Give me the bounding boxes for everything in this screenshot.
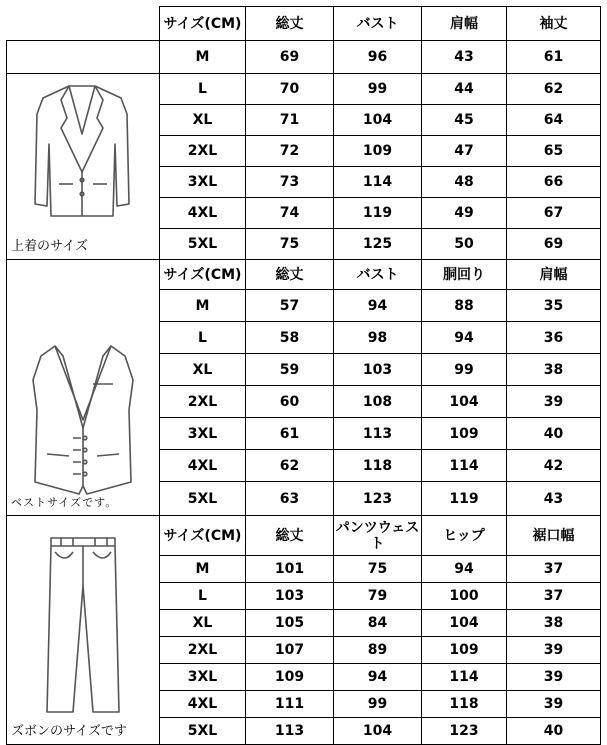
table-cell: 111 [246, 691, 334, 718]
header-cell: 裾口幅 [507, 516, 601, 556]
size-label: 3XL [160, 664, 246, 691]
header-cell: サイズ(CM) [160, 260, 246, 290]
table-cell: 96 [334, 41, 422, 74]
header-cell: バスト [334, 7, 422, 41]
table-cell: 105 [246, 610, 334, 637]
table-cell: 61 [246, 418, 334, 450]
header-cell: 肩幅 [507, 260, 601, 290]
table-cell: 59 [246, 354, 334, 386]
size-label: 2XL [160, 386, 246, 418]
size-label: 4XL [160, 450, 246, 482]
table-cell: 123 [334, 482, 422, 516]
table-cell: 35 [507, 290, 601, 322]
header-cell: 胴回り [422, 260, 507, 290]
table-cell: 88 [422, 290, 507, 322]
size-label: M [160, 290, 246, 322]
table-cell: 49 [422, 198, 507, 229]
table-cell: 103 [246, 583, 334, 610]
table-cell: 65 [507, 136, 601, 167]
table-cell: 43 [507, 482, 601, 516]
table-cell: 61 [507, 41, 601, 74]
table-cell: 39 [507, 691, 601, 718]
table-cell: 66 [507, 167, 601, 198]
table-cell: 75 [334, 556, 422, 583]
table-cell: 119 [334, 198, 422, 229]
table-cell: 113 [334, 418, 422, 450]
size-label: M [160, 556, 246, 583]
header-row [7, 260, 601, 290]
table-cell: 45 [422, 105, 507, 136]
table-cell: 70 [246, 74, 334, 105]
vest-caption: ベストサイズです。 [11, 496, 118, 509]
table-cell: 43 [422, 41, 507, 74]
jacket-caption: 上着のサイズ [11, 239, 88, 254]
size-label: 2XL [160, 136, 246, 167]
table-cell: 103 [334, 354, 422, 386]
size-label: XL [160, 105, 246, 136]
table-cell: 40 [507, 418, 601, 450]
table-cell: 75 [246, 229, 334, 260]
table-cell: 98 [334, 322, 422, 354]
table-cell: 69 [507, 229, 601, 260]
table-cell: 67 [507, 198, 601, 229]
table-cell: 94 [334, 664, 422, 691]
table-cell: 79 [334, 583, 422, 610]
size-label: 3XL [160, 167, 246, 198]
table-cell: 114 [334, 167, 422, 198]
table-cell: 113 [246, 718, 334, 745]
table-cell: 42 [507, 450, 601, 482]
table-cell: 125 [334, 229, 422, 260]
table-row [7, 74, 601, 105]
table-cell: 50 [422, 229, 507, 260]
size-label: 4XL [160, 691, 246, 718]
table-cell: 73 [246, 167, 334, 198]
table-cell: 109 [422, 418, 507, 450]
table-cell: 94 [422, 556, 507, 583]
table-cell: 74 [246, 198, 334, 229]
table-cell: 38 [507, 610, 601, 637]
table-cell: 109 [422, 637, 507, 664]
table-cell: 62 [507, 74, 601, 105]
table-cell: 99 [334, 74, 422, 105]
table-row [7, 41, 601, 74]
table-cell: 119 [422, 482, 507, 516]
table-cell: 89 [334, 637, 422, 664]
table-cell: 37 [507, 583, 601, 610]
table-cell: 104 [334, 718, 422, 745]
header-cell: パンツウェスト [334, 516, 422, 556]
header-cell: 総丈 [246, 260, 334, 290]
table-cell: 114 [422, 664, 507, 691]
size-label: L [160, 322, 246, 354]
jacket-illustration [7, 74, 160, 260]
header-cell: ヒップ [422, 516, 507, 556]
header-cell: サイズ(CM) [160, 7, 246, 41]
table-cell: 64 [507, 105, 601, 136]
table-cell: 71 [246, 105, 334, 136]
vest-illustration [7, 260, 160, 516]
size-table [6, 6, 601, 745]
table-cell: 94 [334, 290, 422, 322]
table-cell: 123 [422, 718, 507, 745]
table-cell: 109 [334, 136, 422, 167]
size-label: M [160, 41, 246, 74]
table-cell: 104 [422, 386, 507, 418]
size-label: 5XL [160, 482, 246, 516]
table-cell: 108 [334, 386, 422, 418]
table-cell: 84 [334, 610, 422, 637]
table-cell: 44 [422, 74, 507, 105]
size-label: L [160, 74, 246, 105]
table-cell: 60 [246, 386, 334, 418]
table-cell: 57 [246, 290, 334, 322]
table-cell: 104 [422, 610, 507, 637]
header-cell: 総丈 [246, 516, 334, 556]
header-cell: 袖丈 [507, 7, 601, 41]
table-cell: 101 [246, 556, 334, 583]
table-cell: 58 [246, 322, 334, 354]
size-label: 2XL [160, 637, 246, 664]
header-cell: 肩幅 [422, 7, 507, 41]
size-label: 3XL [160, 418, 246, 450]
table-cell: 99 [422, 354, 507, 386]
table-cell: 48 [422, 167, 507, 198]
table-cell: 99 [334, 691, 422, 718]
trousers-illustration [7, 516, 160, 745]
table-cell: 107 [246, 637, 334, 664]
table-cell: 39 [507, 386, 601, 418]
table-cell: 38 [507, 354, 601, 386]
table-cell: 118 [334, 450, 422, 482]
table-cell: 40 [507, 718, 601, 745]
table-cell: 47 [422, 136, 507, 167]
header-row [7, 516, 601, 556]
trousers-caption: ズボンのサイズです [11, 724, 127, 739]
table-cell: 94 [422, 322, 507, 354]
table-cell: 63 [246, 482, 334, 516]
table-cell: 72 [246, 136, 334, 167]
table-cell: 36 [507, 322, 601, 354]
table-cell: 104 [334, 105, 422, 136]
table-cell: 118 [422, 691, 507, 718]
table-cell: 39 [507, 664, 601, 691]
header-row [7, 7, 601, 41]
header-cell: サイズ(CM) [160, 516, 246, 556]
table-cell: 39 [507, 637, 601, 664]
header-cell: バスト [334, 260, 422, 290]
size-label: 5XL [160, 229, 246, 260]
table-cell: 62 [246, 450, 334, 482]
size-label: L [160, 583, 246, 610]
table-cell: 37 [507, 556, 601, 583]
jacket-icon [7, 74, 160, 254]
vest-icon [7, 260, 160, 516]
table-cell: 69 [246, 41, 334, 74]
table-cell: 109 [246, 664, 334, 691]
header-cell: 総丈 [246, 7, 334, 41]
size-label: 5XL [160, 718, 246, 745]
size-label: 4XL [160, 198, 246, 229]
trousers-icon [7, 516, 160, 738]
table-cell: 100 [422, 583, 507, 610]
size-label: XL [160, 610, 246, 637]
table-cell: 114 [422, 450, 507, 482]
size-label: XL [160, 354, 246, 386]
